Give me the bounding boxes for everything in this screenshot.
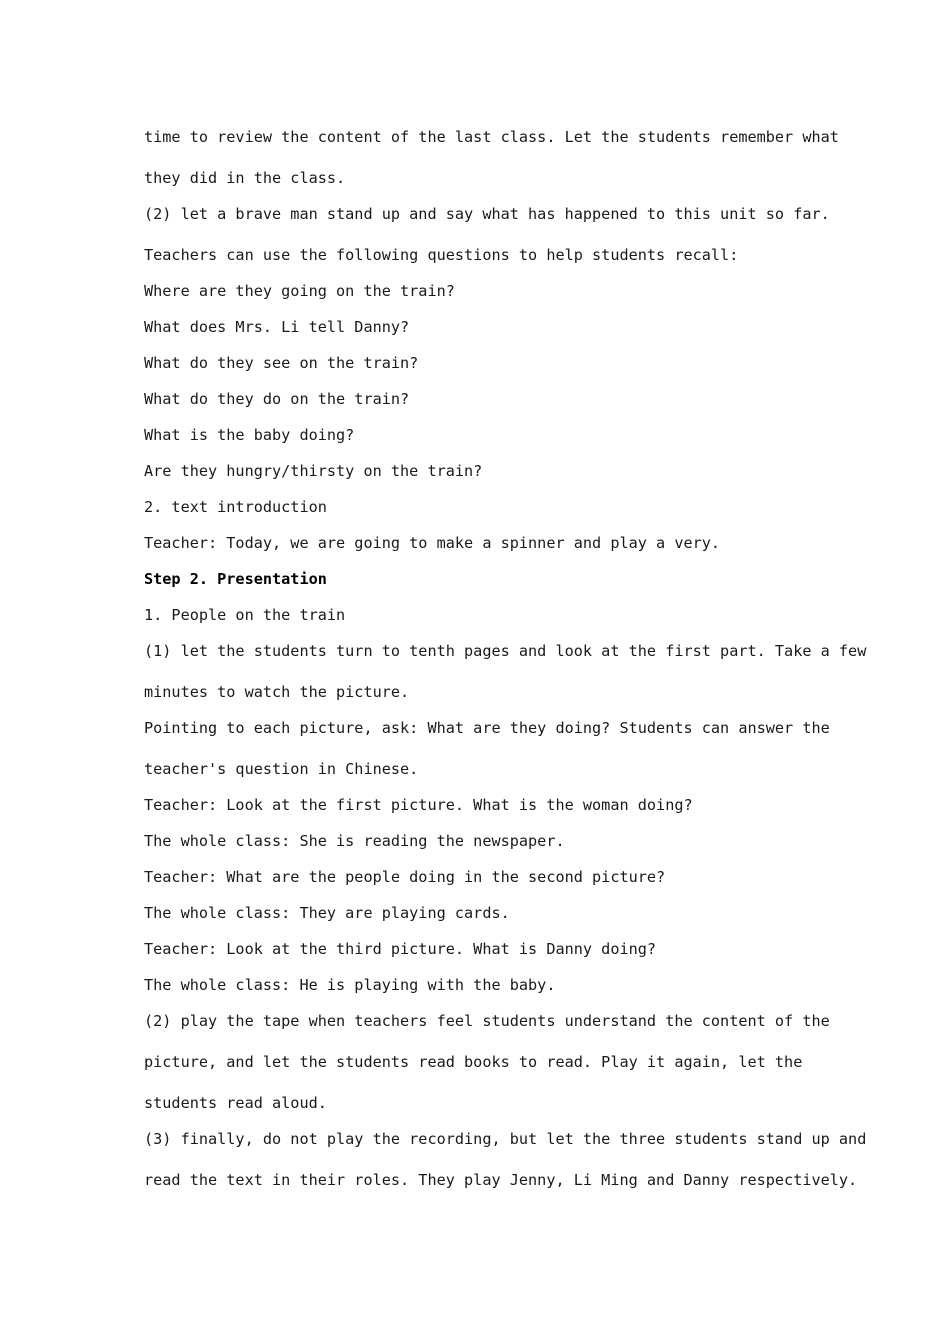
text-line: Teacher: Today, we are going to make a spinner and play a very. (144, 534, 721, 552)
text-line: picture, and let the students read books to read. Play it again, let the (144, 1053, 803, 1071)
question-line: Where are they going on the train? (144, 282, 455, 300)
dialogue-line: The whole class: She is reading the newspaper. (144, 832, 565, 850)
text-line: they did in the class. (144, 169, 346, 187)
dialogue-line: Teacher: What are the people doing in the second picture? (144, 868, 666, 886)
text-line: (2) let a brave man stand up and say what has happened to this unit so far. (144, 205, 830, 223)
text-line: (1) let the students turn to tenth pages and look at the first part. Take a few (144, 642, 867, 660)
text-line: (3) finally, do not play the recording, but let the three students stand up and (144, 1130, 867, 1148)
dialogue-line: The whole class: They are playing cards. (144, 904, 510, 922)
dialogue-line: The whole class: He is playing with the baby. (144, 976, 556, 994)
text-line: time to review the content of the last class. Let the students remember what (144, 128, 839, 146)
question-line: What does Mrs. Li tell Danny? (144, 318, 410, 336)
question-line: What is the baby doing? (144, 426, 355, 444)
text-line: Teachers can use the following questions to help students recall: (144, 246, 739, 264)
question-line: What do they do on the train? (144, 390, 410, 408)
text-line: students read aloud. (144, 1094, 327, 1112)
text-line: (2) play the tape when teachers feel students understand the content of the (144, 1012, 830, 1030)
text-line: 1. People on the train (144, 606, 346, 624)
text-line: Pointing to each picture, ask: What are they doing? Students can answer the (144, 719, 830, 737)
text-line: minutes to watch the picture. (144, 683, 410, 701)
text-line: 2. text introduction (144, 498, 327, 516)
text-line: teacher's question in Chinese. (144, 760, 419, 778)
question-line: What do they see on the train? (144, 354, 419, 372)
section-heading: Step 2. Presentation (144, 570, 327, 588)
dialogue-line: Teacher: Look at the first picture. What is the woman doing? (144, 796, 693, 814)
question-line: Are they hungry/thirsty on the train? (144, 462, 483, 480)
text-line: read the text in their roles. They play Jenny, Li Ming and Danny respectively. (144, 1171, 858, 1189)
dialogue-line: Teacher: Look at the third picture. What is Danny doing? (144, 940, 657, 958)
